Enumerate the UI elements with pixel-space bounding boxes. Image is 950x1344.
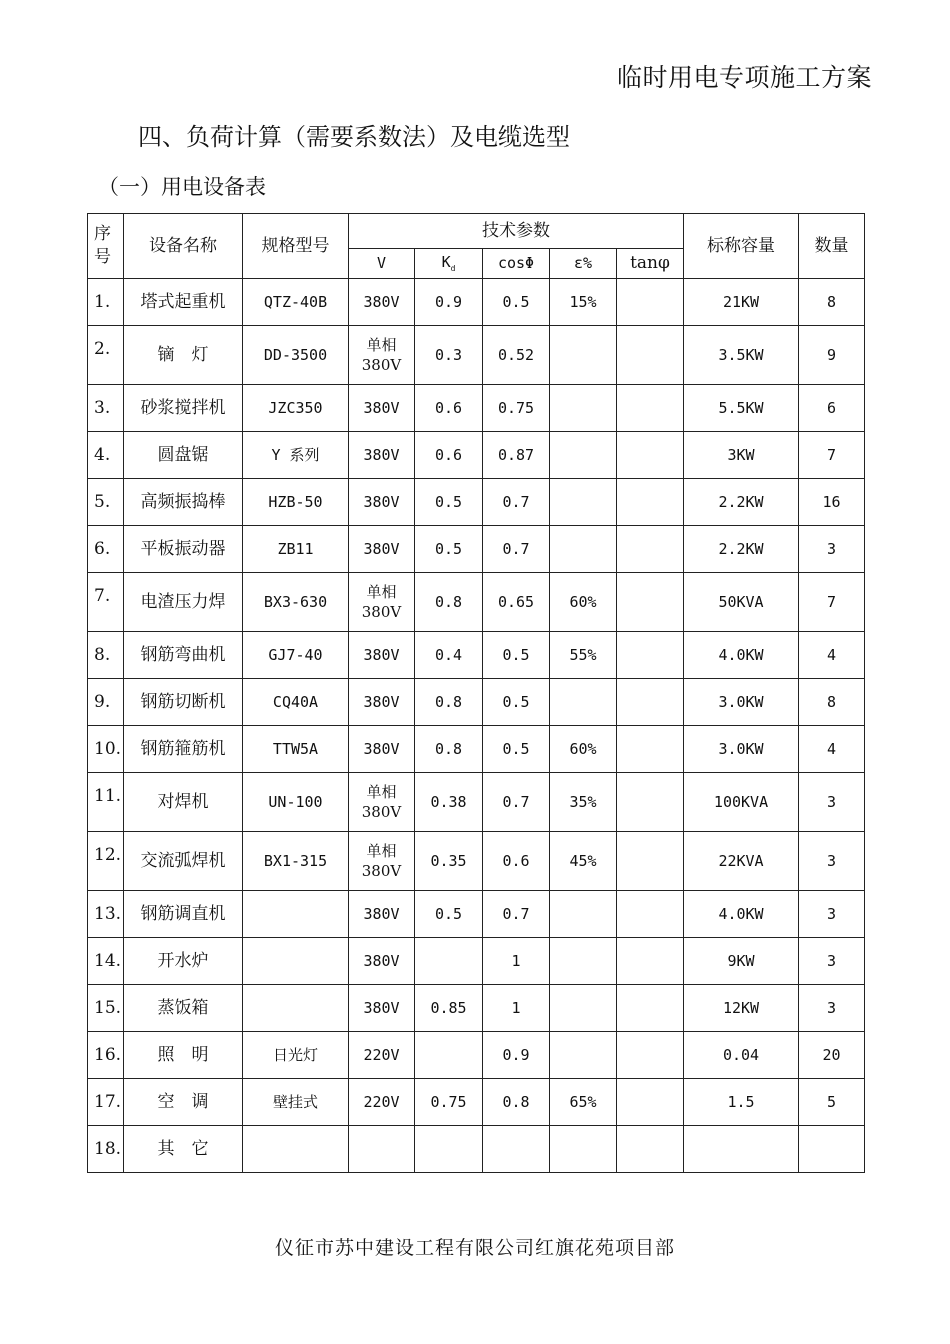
equipment-name: 照 明 — [124, 1032, 243, 1079]
equipment-name: 其 它 — [124, 1126, 243, 1173]
row-index: 8. — [88, 632, 124, 679]
epsilon: 60% — [550, 726, 617, 773]
table-row — [88, 679, 865, 726]
header-quantity: 数量 — [799, 214, 865, 279]
row-index: 9. — [88, 679, 124, 726]
model-spec: 壁挂式 — [243, 1079, 349, 1126]
model-spec: ZB11 — [243, 526, 349, 573]
section-title: 四、负荷计算（需要系数法）及电缆选型 — [138, 123, 570, 151]
table-row — [88, 326, 865, 385]
row-index: 3. — [88, 385, 124, 432]
rated-capacity: 3.0KW — [684, 726, 799, 773]
quantity: 3 — [799, 891, 865, 938]
epsilon — [550, 891, 617, 938]
voltage: 380V — [349, 679, 415, 726]
quantity: 3 — [799, 832, 865, 891]
row-index: 6. — [88, 526, 124, 573]
header-tech-params: 技术参数 — [349, 214, 684, 249]
table-row — [88, 1126, 865, 1173]
model-spec: Y 系列 — [243, 432, 349, 479]
quantity: 20 — [799, 1032, 865, 1079]
epsilon — [550, 1126, 617, 1173]
tan-phi — [617, 385, 684, 432]
row-index: 7. — [88, 573, 124, 632]
quantity: 3 — [799, 985, 865, 1032]
rated-capacity — [684, 1126, 799, 1173]
table-row — [88, 385, 865, 432]
epsilon: 60% — [550, 573, 617, 632]
rated-capacity: 3.0KW — [684, 679, 799, 726]
equipment-name: 圆盘锯 — [124, 432, 243, 479]
cos-phi: 0.87 — [483, 432, 550, 479]
kd-value — [415, 1032, 483, 1079]
epsilon — [550, 938, 617, 985]
row-index: 1. — [88, 279, 124, 326]
quantity: 7 — [799, 573, 865, 632]
model-spec — [243, 1126, 349, 1173]
voltage: 380V — [349, 891, 415, 938]
quantity: 4 — [799, 726, 865, 773]
kd-value — [415, 1126, 483, 1173]
equipment-name: 钢筋箍筋机 — [124, 726, 243, 773]
voltage: 380V — [349, 726, 415, 773]
equipment-name: 蒸饭箱 — [124, 985, 243, 1032]
subsection-title: （一）用电设备表 — [98, 175, 266, 199]
cos-phi: 0.7 — [483, 526, 550, 573]
quantity: 4 — [799, 632, 865, 679]
tan-phi — [617, 326, 684, 385]
rated-capacity: 50KVA — [684, 573, 799, 632]
kd-value: 0.38 — [415, 773, 483, 832]
epsilon: 35% — [550, 773, 617, 832]
epsilon — [550, 679, 617, 726]
equipment-table — [87, 213, 865, 1173]
cos-phi: 0.5 — [483, 726, 550, 773]
cos-phi: 0.9 — [483, 1032, 550, 1079]
model-spec: JZC350 — [243, 385, 349, 432]
quantity: 16 — [799, 479, 865, 526]
tan-phi — [617, 632, 684, 679]
rated-capacity: 1.5 — [684, 1079, 799, 1126]
table-row — [88, 526, 865, 573]
model-spec: BX1-315 — [243, 832, 349, 891]
rated-capacity: 5.5KW — [684, 385, 799, 432]
kd-value: 0.3 — [415, 326, 483, 385]
tan-phi — [617, 938, 684, 985]
voltage: 单相 380V — [349, 573, 415, 632]
row-index: 13. — [88, 891, 124, 938]
row-index: 2. — [88, 326, 124, 385]
row-index: 17. — [88, 1079, 124, 1126]
model-spec — [243, 985, 349, 1032]
table-row — [88, 985, 865, 1032]
table-row — [88, 832, 865, 891]
voltage: 单相 380V — [349, 832, 415, 891]
quantity: 7 — [799, 432, 865, 479]
epsilon — [550, 326, 617, 385]
tan-phi — [617, 279, 684, 326]
equipment-name: 塔式起重机 — [124, 279, 243, 326]
tan-phi — [617, 1079, 684, 1126]
equipment-name: 钢筋切断机 — [124, 679, 243, 726]
kd-value: 0.9 — [415, 279, 483, 326]
equipment-name: 钢筋调直机 — [124, 891, 243, 938]
kd-value: 0.6 — [415, 432, 483, 479]
quantity: 6 — [799, 385, 865, 432]
kd-value: 0.5 — [415, 479, 483, 526]
rated-capacity: 3.5KW — [684, 326, 799, 385]
kd-value: 0.5 — [415, 891, 483, 938]
table-row — [88, 891, 865, 938]
document-header-title: 临时用电专项施工方案 — [616, 63, 872, 92]
quantity: 9 — [799, 326, 865, 385]
document-footer: 仪征市苏中建设工程有限公司红旗花苑项目部 — [274, 1237, 675, 1259]
tan-phi — [617, 832, 684, 891]
equipment-name: 对焊机 — [124, 773, 243, 832]
epsilon: 65% — [550, 1079, 617, 1126]
equipment-name: 电渣压力焊 — [124, 573, 243, 632]
quantity: 3 — [799, 526, 865, 573]
tan-phi — [617, 679, 684, 726]
table-row — [88, 573, 865, 632]
header-capacity: 标称容量 — [684, 214, 799, 279]
tan-phi — [617, 1126, 684, 1173]
model-spec: GJ7-40 — [243, 632, 349, 679]
model-spec: UN-100 — [243, 773, 349, 832]
model-spec: BX3-630 — [243, 573, 349, 632]
quantity: 3 — [799, 938, 865, 985]
model-spec — [243, 938, 349, 985]
table-row — [88, 1032, 865, 1079]
table-header-row — [88, 214, 865, 249]
kd-value: 0.5 — [415, 526, 483, 573]
kd-value: 0.85 — [415, 985, 483, 1032]
voltage: 380V — [349, 526, 415, 573]
epsilon — [550, 479, 617, 526]
header-cos: cosΦ — [483, 249, 550, 279]
quantity: 8 — [799, 279, 865, 326]
tan-phi — [617, 891, 684, 938]
voltage: 380V — [349, 632, 415, 679]
equipment-name: 交流弧焊机 — [124, 832, 243, 891]
row-index: 16. — [88, 1032, 124, 1079]
model-spec — [243, 891, 349, 938]
model-spec: CQ40A — [243, 679, 349, 726]
header-epsilon: ε% — [550, 249, 617, 279]
model-spec: HZB-50 — [243, 479, 349, 526]
epsilon — [550, 985, 617, 1032]
kd-value: 0.35 — [415, 832, 483, 891]
rated-capacity: 3KW — [684, 432, 799, 479]
rated-capacity: 22KVA — [684, 832, 799, 891]
row-index: 10. — [88, 726, 124, 773]
kd-value: 0.6 — [415, 385, 483, 432]
rated-capacity: 0.04 — [684, 1032, 799, 1079]
voltage: 380V — [349, 432, 415, 479]
quantity: 3 — [799, 773, 865, 832]
kd-value: 0.75 — [415, 1079, 483, 1126]
tan-phi — [617, 479, 684, 526]
row-index: 5. — [88, 479, 124, 526]
cos-phi: 0.5 — [483, 632, 550, 679]
rated-capacity: 21KW — [684, 279, 799, 326]
model-spec: QTZ-40B — [243, 279, 349, 326]
table-row — [88, 279, 865, 326]
cos-phi: 0.5 — [483, 679, 550, 726]
epsilon — [550, 432, 617, 479]
row-index: 11. — [88, 773, 124, 832]
quantity: 5 — [799, 1079, 865, 1126]
quantity: 8 — [799, 679, 865, 726]
row-index: 4. — [88, 432, 124, 479]
row-index: 12. — [88, 832, 124, 891]
kd-value: 0.8 — [415, 679, 483, 726]
cos-phi: 0.65 — [483, 573, 550, 632]
voltage: 单相 380V — [349, 326, 415, 385]
rated-capacity: 2.2KW — [684, 479, 799, 526]
epsilon: 15% — [550, 279, 617, 326]
rated-capacity: 4.0KW — [684, 891, 799, 938]
row-index: 15. — [88, 985, 124, 1032]
table-row — [88, 432, 865, 479]
cos-phi: 1 — [483, 985, 550, 1032]
voltage — [349, 1126, 415, 1173]
voltage: 380V — [349, 479, 415, 526]
row-index: 14. — [88, 938, 124, 985]
cos-phi: 0.8 — [483, 1079, 550, 1126]
equipment-name: 开水炉 — [124, 938, 243, 985]
cos-phi: 0.75 — [483, 385, 550, 432]
epsilon: 45% — [550, 832, 617, 891]
kd-value — [415, 938, 483, 985]
header-kd: $K_d$ — [415, 249, 483, 279]
cos-phi: 0.52 — [483, 326, 550, 385]
equipment-name: 高频振捣棒 — [124, 479, 243, 526]
tan-phi — [617, 726, 684, 773]
cos-phi: 0.7 — [483, 773, 550, 832]
equipment-name: 钢筋弯曲机 — [124, 632, 243, 679]
header-model: 规格型号 — [243, 214, 349, 279]
cos-phi: 0.5 — [483, 279, 550, 326]
epsilon: 55% — [550, 632, 617, 679]
epsilon — [550, 1032, 617, 1079]
equipment-name: 空 调 — [124, 1079, 243, 1126]
model-spec: DD-3500 — [243, 326, 349, 385]
kd-value: 0.4 — [415, 632, 483, 679]
cos-phi — [483, 1126, 550, 1173]
header-voltage: V — [349, 249, 415, 279]
header-index: 序号 — [88, 214, 124, 279]
equipment-name: 平板振动器 — [124, 526, 243, 573]
cos-phi: 0.6 — [483, 832, 550, 891]
epsilon — [550, 526, 617, 573]
rated-capacity: 12KW — [684, 985, 799, 1032]
rated-capacity: 2.2KW — [684, 526, 799, 573]
cos-phi: 1 — [483, 938, 550, 985]
tan-phi — [617, 985, 684, 1032]
tan-phi — [617, 1032, 684, 1079]
rated-capacity: 9KW — [684, 938, 799, 985]
table-row — [88, 479, 865, 526]
table-row — [88, 632, 865, 679]
tan-phi — [617, 526, 684, 573]
tan-phi — [617, 773, 684, 832]
epsilon — [550, 385, 617, 432]
model-spec: 日光灯 — [243, 1032, 349, 1079]
table-row — [88, 938, 865, 985]
rated-capacity: 4.0KW — [684, 632, 799, 679]
table-row — [88, 726, 865, 773]
header-tan: tanφ — [617, 249, 684, 279]
cos-phi: 0.7 — [483, 479, 550, 526]
voltage: 单相 380V — [349, 773, 415, 832]
quantity — [799, 1126, 865, 1173]
tan-phi — [617, 573, 684, 632]
voltage: 380V — [349, 938, 415, 985]
equipment-name: 镝 灯 — [124, 326, 243, 385]
kd-value: 0.8 — [415, 726, 483, 773]
row-index: 18. — [88, 1126, 124, 1173]
model-spec: TTW5A — [243, 726, 349, 773]
voltage: 220V — [349, 1032, 415, 1079]
header-name: 设备名称 — [124, 214, 243, 279]
cos-phi: 0.7 — [483, 891, 550, 938]
voltage: 380V — [349, 279, 415, 326]
kd-value: 0.8 — [415, 573, 483, 632]
table-row — [88, 1079, 865, 1126]
rated-capacity: 100KVA — [684, 773, 799, 832]
voltage: 380V — [349, 385, 415, 432]
tan-phi — [617, 432, 684, 479]
voltage: 220V — [349, 1079, 415, 1126]
table-row — [88, 773, 865, 832]
voltage: 380V — [349, 985, 415, 1032]
equipment-name: 砂浆搅拌机 — [124, 385, 243, 432]
